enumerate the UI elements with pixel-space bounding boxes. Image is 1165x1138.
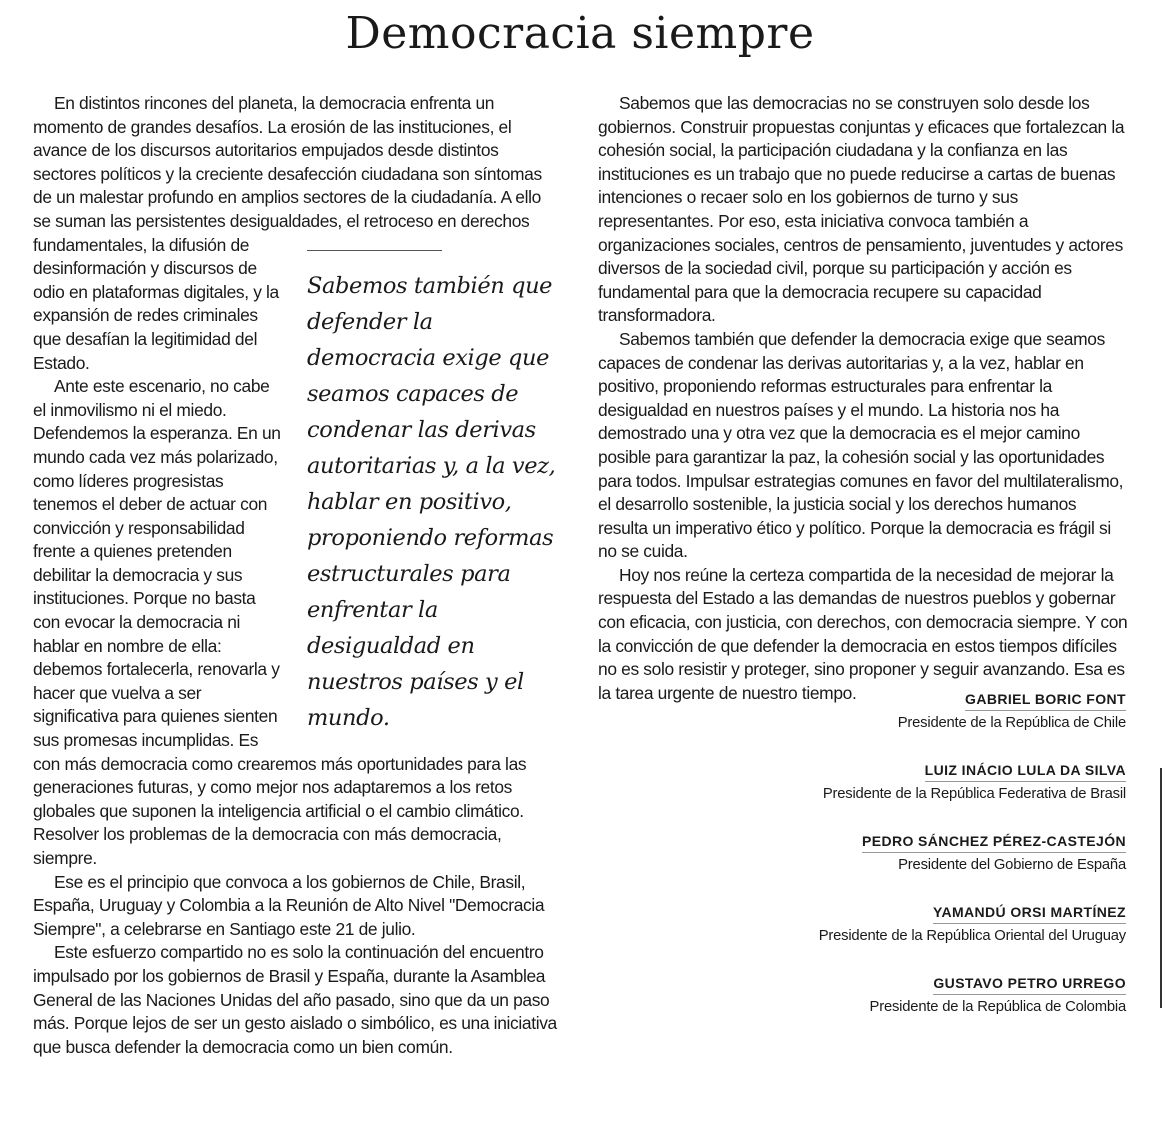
paragraph-2: Ante este escenario, no cabe el inmovilismo ni el miedo. Defendemos la esperanza. En un mundo cada vez más polarizado, como líderes progresistas tenemos el deber de actuar con convicción y responsabilidad frente a quienes pretenden debilitar la democracia y sus instituciones. Porque no basta con evocar la democracia ni hablar en nombre de ella: debemos fortalecerla, renovarla y hacer que vuelva a ser significativa para quienes sienten sus promesas incumplidas. Es con más democracia como crearemos más oportunidades para las generaciones futuras, y como mejor nos adaptaremos a los retos globales que suponen la inteligencia artificial o el cambio climático. Resolver los problemas de la democracia con más democracia, siempre. <box>33 376 527 868</box>
signatory-name: PEDRO SÁNCHEZ PÉREZ-CASTEJÓN <box>862 832 1126 853</box>
signature-block <box>862 832 1126 875</box>
article-title: Democracia siempre <box>345 8 815 59</box>
right-column <box>598 92 1128 705</box>
pull-quote-text: Sabemos también que defender la democracia exige que seamos capaces de condenar las derivas autoritarias y, a la vez, hablar en positivo, proponiendo reformas estructurales para enfrentar la desigualdad en nuestros países y el mundo. <box>307 272 556 731</box>
signature-block <box>823 761 1126 804</box>
signatory-name: LUIZ INÁCIO LULA DA SILVA <box>925 761 1126 782</box>
paragraph-4: Este esfuerzo compartido no es solo la continuación del encuentro impulsado por los gobiernos de Brasil y España, durante la Asamblea General de las Naciones Unidas del año pasado, sino que da un paso más. Porque lejos de ser un gesto aislado o simbólico, es una iniciativa que busca defender la democracia como un bien común. <box>33 942 557 1057</box>
paragraph-1-start: En distintos rincones del planeta, la democracia enfrenta un momento de grandes desafíos. La erosión de las instituciones, el avance de los discursos autoritarios empujados desde distintos sectores políticos y la creciente desafección ciudadana son síntomas de un malestar profundo en amplios sectores de la ciudadanía. A ello se suman las persistentes desigualdades, el retroceso en derechos <box>33 93 542 231</box>
signatory-title: Presidente de la República de Chile <box>897 715 1126 731</box>
signatory-name: YAMANDÚ ORSI MARTÍNEZ <box>933 903 1126 924</box>
pull-quote-rule <box>307 250 442 251</box>
signatory-title: Presidente de la República Oriental del Uruguay <box>818 928 1126 944</box>
signatory-name: GUSTAVO PETRO URREGO <box>933 974 1126 995</box>
pull-quote <box>307 250 559 736</box>
signatory-title: Presidente de la República Federativa de Brasil <box>822 786 1126 802</box>
signatory-title: Presidente de la República de Colombia <box>869 999 1126 1015</box>
signatory-name: GABRIEL BORIC FONT <box>965 690 1126 711</box>
signature-block <box>870 974 1126 1017</box>
paragraph-5: Sabemos que las democracias no se construyen solo desde los gobiernos. Construir propuestas conjuntas y eficaces que fortalezcan la cohesión social, la participación ciudadana y la confianza en las instituciones es un trabajo que no puede reducirse a cartas de buenas intenciones o recaer solo en los gobiernos de turno y sus representantes. Por eso, esta iniciativa convoca también a organizaciones sociales, centros de pensamiento, juventudes y actores diversos de la sociedad civil, porque su participación y acción es fundamental para que la democracia recupere su capacidad transformadora. <box>598 93 1125 326</box>
page-edge-line <box>1160 768 1162 1008</box>
paragraph-7: Hoy nos reúne la certeza compartida de la necesidad de mejorar la respuesta del Estado a las demandas de nuestros pueblos y gobernar con eficacia, con justicia, con derechos, con democracia siempre. Y con la convicción de que defender la democracia en estos tiempos difíciles no es solo resistir y proteger, sino proponer y seguir avanzando. Esa es la tarea urgente de nuestro tiempo. <box>598 564 1128 703</box>
signature-block <box>819 903 1126 946</box>
paragraph-1-end: fundamentales, la difusión de desinformación y discursos de odio en plataformas digitales, y la expansión de redes criminales que desafían la legitimidad del Estado. <box>33 234 279 373</box>
paragraph-6: Sabemos también que defender la democracia exige que seamos capaces de condenar las derivas autoritarias y, a la vez, hablar en positivo, proponiendo reformas estructurales para enfrentar la desigualdad en nuestros países y el mundo. La historia nos ha demostrado una y otra vez que la democracia es el mejor camino posible para garantizar la paz, la cohesión social y las oportunidades para todos. Impulsar estrategias comunes en favor del multilateralismo, el desarrollo sostenible, la justicia social y los derechos humanos resulta un imperativo ético y político. Porque la democracia es frágil si no se cuida. <box>598 328 1124 562</box>
paragraph-3: Ese es el principio que convoca a los gobiernos de Chile, Brasil, España, Uruguay y Colombia a la Reunión de Alto Nivel "Democracia Siempre", a celebrarse en Santiago este 21 de julio. <box>33 871 545 939</box>
left-column <box>33 92 559 1059</box>
signatory-title: Presidente del Gobierno de España <box>898 857 1126 873</box>
paragraph-1-left <box>33 92 559 234</box>
signature-block <box>898 690 1126 733</box>
